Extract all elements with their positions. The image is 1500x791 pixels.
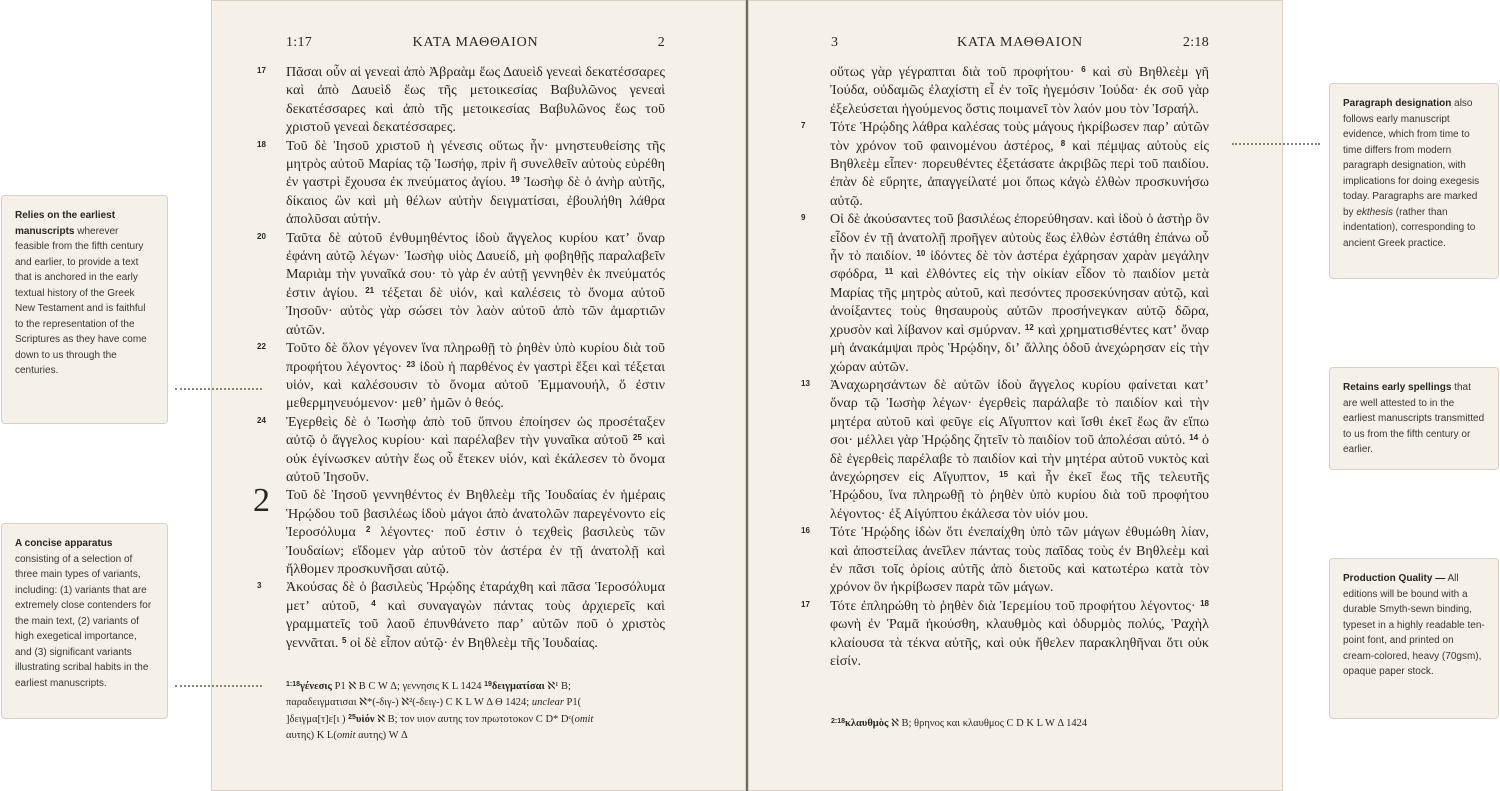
verse-number: 24: [257, 415, 266, 425]
right-page: [748, 0, 1283, 791]
paragraph-text: Τότε Ἡρῴδης ἰδὼν ὅτι ἐνεπαίχθη ὑπὸ τῶν μάγων ἐθυμώθη λίαν, καὶ ἀποστείλας ἀνεῖλεν πάντας τοὺς παῖδας τοὺς ἐν Βηθλεὲμ καὶ ἐν πᾶσι τοῖς ὁρίοις αὐτῆς ἀπὸ διετοῦς καὶ κατωτέρω κατὰ τὸν χρόνον ὃν ἠκρίβωσεν παρὰ τῶν μάγων.: [830, 524, 1209, 596]
apparatus-text: P1 ℵ B C W Δ; γεννησις K L 1424: [332, 681, 485, 692]
paragraph: [801, 597, 1209, 671]
verse-number: 9: [801, 213, 806, 223]
paragraph-text: Τοῦ δὲ Ἰησοῦ γεννηθέντος ἐν Βηθλεὲμ τῆς Ἰουδαίας ἐν ἡμέραις Ἡρῴδου τοῦ βασιλέως ἰδοὺ μάγοι ἀπὸ ἀνατολῶν παρεγένοντο εἰς Ἱεροσόλυμα: [286, 487, 665, 541]
callout-heading: Paragraph designation: [1343, 98, 1452, 109]
paragraph-text: ἰδοὺ ἡ παρθένος ἐν γαστρὶ ἕξει καὶ τέξεται υἱόν, καὶ καλέσουσιν τὸ ὄνομα αὐτοῦ Ἐμμανουήλ, ὅ ἐστιν μεθερμηνευόμενον· μεθʼ ἡμῶν ὁ θεός.: [286, 358, 666, 412]
left-main-text: [253, 63, 666, 652]
callout-text: also follows early manuscript evidence, which from time to time differs from modern paragraph designation, with implications for doing exegesis today. Paragraphs are marked by: [1343, 98, 1480, 218]
right-critical-apparatus: [831, 714, 1211, 732]
verse-number: 19: [510, 175, 520, 185]
paragraph-text: καὶ συναγαγὼν πάντας τοὺς ἀρχιερεῖς καὶ γραμματεῖς τοῦ λαοῦ ἐπυνθάνετο παρʼ αὐτῶν ποῦ ὁ χριστὸς γεννᾶται.: [286, 597, 665, 651]
apparatus-text: αυτης) K L(: [286, 729, 337, 741]
apparatus-reference: 25: [348, 714, 356, 721]
paragraph-text: Τοῦ δὲ Ἰησοῦ χριστοῦ ἡ γένεσις οὕτως ἦν· μνηστευθείσης τῆς μητρὸς αὐτοῦ Μαρίας τῷ Ἰωσήφ, πρὶν ἢ συνελθεῖν αὐτοὺς εὑρέθη ἐν γαστρὶ ἔχουσα ἐκ πνεύματος ἁγίου.: [286, 137, 665, 191]
callout-concise-apparatus: [1, 523, 168, 719]
left-header-reference: 1:17: [286, 35, 313, 50]
verse-number: 15: [999, 469, 1009, 479]
paragraph-text: Ἐγερθεὶς δὲ ὁ Ἰωσὴφ ἀπὸ τοῦ ὕπνου ἐποίησεν ὡς προσέταξεν αὐτῷ ὁ ἄγγελος κυρίου· καὶ παρέλαβεν τὴν γυναῖκα αὐτοῦ: [286, 413, 665, 449]
paragraph-text: Τότε ἐπληρώθη τὸ ῥηθὲν διὰ Ἱερεμίου τοῦ προφήτου λέγοντος·: [830, 597, 1196, 614]
paragraph: [257, 413, 665, 487]
verse-number: 18: [1200, 598, 1209, 608]
callout-paragraph-designation: [1329, 83, 1499, 279]
apparatus-lemma: κλαυθμὸς: [845, 718, 889, 729]
paragraph-text: καὶ σὺ Βηθλεὲμ γῆ Ἰούδα, οὐδαμῶς ἐλαχίστη εἶ ἐν τοῖς ἡγεμόσιν Ἰούδα· ἐκ σοῦ γὰρ ἐξελεύσεται ἡγούμενος ὅστις ποιμανεῖ τὸν λαόν μου τὸν Ἰσραήλ.: [830, 64, 1209, 117]
verse-number: 23: [406, 359, 416, 369]
apparatus-lemma: γένεσις: [300, 681, 332, 692]
callout-leader-line: [175, 685, 262, 687]
verse-number: 6: [1081, 65, 1086, 74]
callout-text: wherever feasible from the fifth century and earlier, to provide a text that is anchored in the early textual history of the Greek New Testament and is faithful to the representation of the Scriptures as they have come down to us through the centuries.: [15, 225, 147, 376]
apparatus-reference: 19: [484, 681, 492, 688]
paragraph-text: Ἰωσὴφ δὲ ὁ ἀνὴρ αὐτῆς, δίκαιος ὢν καὶ μὴ θέλων αὐτὴν δειγματίσαι, ἐβουλήθη λάθρα ἀπολῦσαι αὐτήν.: [286, 174, 665, 228]
callout-text: that are well attested to in the earliest manuscripts transmitted to us from the fifth century or earlier.: [1343, 382, 1485, 455]
paragraph-text: καὶ χρηματισθέντες κατʼ ὄναρ μὴ ἀνακάμψαι πρὸς Ἡρῴδην, διʼ ἄλλης ὁδοῦ ἀνεχώρησαν εἰς τὴν χώραν αὐτῶν.: [830, 321, 1209, 375]
callout-text: consisting of a selection of three main types of variants, including: (1) variants that are extremely close contenders for the main text, (2) variants of high exegetical importance, and (3) significant variants illustrating scribal habits in the earliest manuscripts.: [15, 553, 152, 689]
verse-number: 13: [801, 378, 810, 388]
paragraph: [801, 63, 1209, 118]
callout-early-spellings: [1329, 367, 1499, 470]
right-header-title: ΚΑΤΑ ΜΑΘΘΑΙΟΝ: [957, 35, 1083, 50]
paragraph: [257, 137, 665, 229]
callout-leader-line: [175, 388, 262, 390]
verse-number: 16: [801, 526, 810, 536]
apparatus-reference: 2:18: [831, 718, 846, 725]
callout-italic: ekthesis: [1356, 206, 1394, 218]
paragraph-text: Ταῦτα δὲ αὐτοῦ ἐνθυμηθέντος ἰδοὺ ἄγγελος κυρίου κατʼ ὄναρ ἐφάνη αὐτῷ λέγων· Ἰωσὴφ υἱὸς Δαυείδ, μὴ φοβηθῇς παραλαβεῖν Μαριὰμ τὴν γυναῖκά σου· τὸ γὰρ ἐν αὐτῇ γεννηθὲν ἐκ πνεύματός ἐστιν ἁγίου.: [286, 229, 665, 301]
paragraph: [257, 63, 665, 137]
left-page: [211, 0, 746, 791]
apparatus-text: ℵ¹ B; παραδειγματισαι ℵ*(-διγ-) ℵ²(-δειγ-) C K L W Δ Θ 1424;: [286, 681, 571, 708]
verse-number: 17: [257, 66, 266, 75]
verse-number: 8: [1060, 138, 1066, 148]
verse-number: 5: [341, 635, 347, 645]
apparatus-text: ℵ B; θρηνος και κλαυθμος C D K L W Δ 1424: [888, 718, 1088, 729]
callout-text: All editions will be bound with a durable Smyth-sewn binding, typeset in a highly readable ten-point font, and printed on cream-colored, heavy (70gsm), opaque paper stock.: [1343, 573, 1485, 677]
verse-number: 12: [1024, 322, 1034, 332]
left-critical-apparatus: [286, 677, 621, 743]
paragraph-text: οἱ δὲ εἶπον αὐτῷ· ἐν Βηθλεὲμ τῆς Ἰουδαίας.: [349, 634, 598, 651]
right-main-text: [801, 63, 1209, 670]
paragraph-text: Πᾶσαι οὖν αἱ γενεαὶ ἀπὸ Ἀβραὰμ ἕως Δαυεὶδ γενεαὶ δεκατέσσαρες καὶ ἀπὸ Δαυεὶδ ἕως τῆς μετοικεσίας Βαβυλῶνος γενεαὶ δεκατέσσαρες καὶ ἀπὸ τῆς μετοικεσίας Βαβυλῶνος ἕως τοῦ χριστοῦ γενεαὶ δεκατέσσαρες.: [286, 64, 665, 136]
paragraph: [801, 376, 1209, 523]
verse-number: 10: [916, 249, 926, 259]
callout-heading: A concise apparatus: [15, 538, 113, 549]
paragraph-text: Ἀναχωρησάντων δὲ αὐτῶν ἰδοὺ ἄγγελος κυρίου φαίνεται κατʼ ὄναρ τῷ Ἰωσὴφ λέγων· ἐγερθεὶς παράλαβε τὸ παιδίον καὶ τὴν μητέρα αὐτοῦ καὶ φεῦγε εἰς Αἴγυπτον καὶ ἴσθι ἐκεῖ ἕως ἂν εἴπω σοι· μέλλει γὰρ Ἡρῴδης ζητεῖν τὸ παιδίον τοῦ ἀπολέσαι αὐτό.: [830, 376, 1209, 449]
paragraph: [257, 229, 665, 339]
paragraph-text: καὶ ἐλθόντες εἰς τὴν οἰκίαν εἶδον τὸ παιδίον μετὰ Μαρίας τῆς μητρὸς αὐτοῦ, καὶ πεσόντες προσεκύνησαν αὐτῷ, καὶ ἀνοίξαντες τοὺς θησαυροὺς αὐτῶν προσήνεγκαν αὐτῷ δῶρα, χρυσὸν καὶ λίβανον καὶ σμύρναν.: [830, 266, 1209, 338]
callout-heading: Retains early spellings: [1343, 382, 1452, 393]
left-header-page-number: 2: [657, 35, 665, 50]
callout-leader-line: [1232, 143, 1320, 145]
apparatus-italic: unclear: [531, 696, 564, 708]
apparatus-italic: omit: [336, 729, 356, 741]
paragraph-text: Τοῦτο δὲ ὅλον γέγονεν ἵνα πληρωθῇ τὸ ῥηθὲν ὑπὸ κυρίου διὰ τοῦ προφήτου λέγοντος·: [286, 340, 665, 375]
paragraph-text: τέξεται δὲ υἱόν, καὶ καλέσεις τὸ ὄνομα αὐτοῦ Ἰησοῦν· αὐτὸς γὰρ σώσει τὸν λαὸν αὐτοῦ ἀπὸ τῶν ἁμαρτιῶν αὐτῶν.: [286, 284, 666, 338]
paragraph: [801, 118, 1209, 210]
apparatus-text: αυτης) W Δ: [355, 729, 408, 741]
apparatus-text: P1( ]δειγμα[τ]ε[ι ): [286, 696, 582, 725]
verse-number: 4: [371, 598, 376, 608]
paragraph-text: καὶ οὐκ ἐγίνωσκεν αὐτὴν ἕως οὗ ἔτεκεν υἱόν, καὶ ἐκάλεσεν τὸ ὄνομα αὐτοῦ Ἰησοῦν.: [286, 432, 666, 485]
paragraph: [257, 339, 665, 413]
callout-heading: Production Quality —: [1343, 573, 1446, 584]
verse-number: 7: [801, 121, 806, 131]
paragraph-text: Τότε Ἡρῴδης λάθρα καλέσας τοὺς μάγους ἠκρίβωσεν παρʼ αὐτῶν τὸν χρόνον τοῦ φαινομένου ἀστέρος,: [830, 119, 1209, 154]
verse-number: 25: [633, 433, 642, 443]
paragraph-text: ὁ δὲ ἐγερθεὶς παρέλαβε τὸ παιδίον καὶ τὴν μητέρα αὐτοῦ νυκτὸς καὶ ἀνεχώρησεν εἰς Αἴγυπτον,: [830, 432, 1210, 485]
callout-production-quality: [1329, 558, 1499, 719]
verse-number: 22: [257, 342, 266, 352]
paragraph-text: οὕτως γὰρ γέγραπται διὰ τοῦ προφήτου·: [830, 64, 1075, 80]
paragraph-text: φωνὴ ἐν Ῥαμᾶ ἠκούσθη, κλαυθμὸς καὶ ὀδυρμὸς πολύς, Ῥαχὴλ κλαίουσα τὰ τέκνα αὐτῆς, καὶ οὐκ ἤθελεν παρακληθῆναι ὅτι οὐκ εἰσίν.: [830, 616, 1209, 669]
paragraph: [801, 210, 1209, 376]
paragraph-text: καὶ πέμψας αὐτοὺς εἰς Βηθλεὲμ εἶπεν· πορευθέντες ἐξετάσατε ἀκριβῶς περὶ τοῦ παιδίου. ἐπὰν δὲ εὕρητε, ἀπαγγείλατέ μοι ὅπως κἀγὼ ἐλθὼν προσκυνήσω αὐτῷ.: [830, 137, 1209, 209]
apparatus-italic: omit: [574, 714, 594, 725]
right-header-reference: 2:18: [1182, 35, 1209, 50]
apparatus-text: ℵ B; τον υιον αυτης τον πρωτοτοκον C D* Dᶜ(: [374, 714, 575, 725]
paragraph: [257, 578, 665, 652]
callout-heading: Relies on the earliest manuscripts: [15, 210, 116, 237]
verse-number: 18: [257, 139, 266, 149]
apparatus-lemma: δειγματίσαι: [491, 681, 545, 692]
paragraph-text: λέγοντες· ποῦ ἐστιν ὁ τεχθεὶς βασιλεὺς τῶν Ἰουδαίων; εἴδομεν γὰρ αὐτοῦ τὸν ἀστέρα ἐν τῇ ἀνατολῇ καὶ ἤλθομεν προσκυνῆσαι αὐτῷ.: [286, 524, 666, 577]
verse-number: 2: [365, 525, 371, 535]
verse-number: 14: [1189, 433, 1199, 443]
paragraph-text: ἰδόντες δὲ τὸν ἀστέρα ἐχάρησαν χαρὰν μεγάλην σφόδρα,: [830, 248, 1209, 283]
paragraph-text: Ἀκούσας δὲ ὁ βασιλεὺς Ἡρῴδης ἐταράχθη καὶ πᾶσα Ἱεροσόλυμα μετʼ αὐτοῦ,: [286, 579, 665, 614]
chapter-paragraph: [253, 482, 666, 578]
apparatus-reference: 1:18: [286, 681, 301, 688]
paragraph-text: Οἱ δὲ ἀκούσαντες τοῦ βασιλέως ἐπορεύθησαν. καὶ ἰδοὺ ὁ ἀστὴρ ὃν εἶδον ἐν τῇ ἀνατολῇ προῆγεν αὐτοὺς ἕως ἐλθὼν ἐστάθη ἐπάνω οὗ ἦν τὸ παιδίον.: [830, 211, 1209, 265]
left-header-title: ΚΑΤΑ ΜΑΘΘΑΙΟΝ: [412, 35, 539, 50]
verse-number: 3: [257, 581, 262, 591]
apparatus-lemma: υἱόν: [355, 714, 375, 725]
verse-number: 20: [257, 231, 266, 241]
chapter-number: 2: [253, 482, 270, 520]
verse-number: 17: [801, 599, 810, 609]
callout-text: (rather than indentation), corresponding to ancient Greek practice.: [1343, 206, 1476, 249]
paragraph: [801, 523, 1209, 597]
verse-number: 21: [365, 285, 375, 295]
callout-earliest-manuscripts: [1, 195, 168, 424]
verse-number: 11: [884, 267, 894, 277]
right-header-page-number: 3: [831, 35, 839, 50]
paragraph-text: καὶ ἦν ἐκεῖ ἕως τῆς τελευτῆς Ἡρῴδου, ἵνα πληρωθῇ τὸ ῥηθὲν ὑπὸ κυρίου διὰ τοῦ προφήτου λέγοντος· ἐξ Αἰγύπτου ἐκάλεσα τὸν υἱόν μου.: [830, 468, 1210, 522]
